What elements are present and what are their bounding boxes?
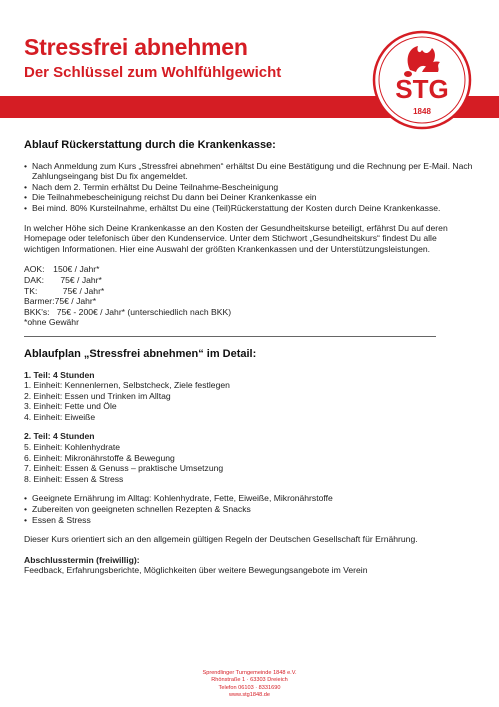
insurance-info-paragraph: In welcher Höhe sich Deine Krankenkasse an den Kosten der Gesundheitskurse beteiligt, erfährst Du auf deren Homepage oder telefonisch über den Kundenservice. Unter dem Stichwort „Gesundheitskurs“ findest Du alle wichtigen Informationen. Hier eine Auswahl der größten Krankenkassen und der Unterstützungsleistungen.	[24, 222, 448, 254]
list-item: 8. Einheit: Essen & Stress	[24, 473, 124, 484]
footer-line: Sprendlinger Turngemeinde 1848 e.V.	[202, 670, 297, 676]
list-item: • Bei mind. 80% Kursteilnahme, erhältst Du eine (Teil)Rückerstattung der Kosten durch Deine Krankenkasse.	[24, 203, 474, 214]
logo-year: 1848	[413, 107, 431, 116]
list-item: 5. Einheit: Kohlenhydrate	[24, 442, 121, 453]
logo-text: STG	[395, 74, 449, 104]
footer-address	[0, 670, 499, 700]
cost-row-barmer	[24, 296, 474, 307]
document-subtitle: Der Schlüssel zum Wohlfühlgewicht	[24, 64, 282, 81]
cost-row-bkk	[24, 307, 474, 318]
list-item: 6. Einheit: Mikronährstoffe & Bewegung	[24, 452, 175, 463]
list-item: 4. Einheit: Eiweiße	[24, 411, 96, 422]
cost-label: BKK's:	[24, 306, 50, 317]
cost-value: 75€ - 200€ / Jahr* (unterschiedlich nach BKK)	[56, 306, 232, 317]
cost-row-dak	[24, 275, 474, 286]
cost-value: 75€ / Jahr*	[54, 296, 97, 307]
cost-row-aok	[24, 264, 474, 275]
list-item: 2. Einheit: Essen und Trinken im Alltag	[24, 390, 171, 401]
disclaimer-note: *ohne Gewähr	[24, 317, 79, 328]
cost-value: 75€ / Jahr*	[60, 274, 102, 285]
list-item: 3. Einheit: Fette und Öle	[24, 401, 117, 412]
insurance-costs-list	[24, 264, 474, 328]
footer-line: Telefon 06103 · 8331690	[218, 684, 281, 691]
stg-logo	[372, 30, 472, 130]
course-topics-list	[24, 493, 474, 525]
list-item: 1. Einheit: Kennenlernen, Selbstcheck, Ziele festlegen	[24, 380, 230, 391]
course-part-title: 1. Teil: 4 Stunden	[24, 369, 95, 380]
course-part-1	[24, 370, 474, 423]
course-part-2	[24, 431, 474, 484]
list-item: • Zubereiten von geeigneten schnellen Rezepten & Snacks	[24, 504, 474, 515]
cost-label: TK:	[24, 285, 38, 296]
cost-value: 75€ / Jahr*	[62, 285, 105, 296]
final-session-heading: Abschlusstermin (freiwillig):	[24, 554, 140, 565]
footer-website-link[interactable]: www.stg1848.de	[228, 692, 271, 699]
document-body	[24, 140, 474, 576]
course-part-title: 2. Teil: 4 Stunden	[24, 431, 95, 442]
refund-steps-list	[24, 161, 474, 214]
footer-line: Rhönstraße 1 · 63303 Dreieich	[211, 677, 288, 684]
section-divider	[24, 336, 436, 337]
section-heading-refund: Ablauf Rückerstattung durch die Krankenkasse:	[24, 139, 276, 151]
cost-label: AOK:	[24, 264, 45, 275]
list-item: • Essen & Stress	[24, 515, 474, 526]
cost-label: DAK:	[24, 274, 45, 285]
cost-label: Barmer:	[24, 296, 55, 307]
list-item: 7. Einheit: Essen & Genuss – praktische Umsetzung	[24, 463, 224, 474]
list-item: • Die Teilnahmebescheinigung reichst Du dann bei Deiner Krankenkasse ein	[24, 192, 474, 203]
list-item: • Nach Anmeldung zum Kurs „Stressfrei abnehmen“ erhältst Du eine Bestätigung und die Rechnung per E-Mail. Nach Zahlungseingang bist Du fix angemeldet.	[24, 161, 474, 182]
cost-value: 150€ / Jahr*	[53, 264, 100, 275]
final-session-text: Feedback, Erfahrungsberichte, Möglichkeiten über weitere Bewegungsangebote im Verein	[24, 565, 368, 576]
cost-row-tk	[24, 286, 474, 297]
list-item: • Geeignete Ernährung im Alltag: Kohlenhydrate, Fette, Eiweiße, Mikronährstoffe	[24, 493, 474, 504]
list-item: • Nach dem 2. Termin erhältst Du Deine Teilnahme-Bescheinigung	[24, 182, 474, 193]
dge-paragraph: Dieser Kurs orientiert sich an den allgemein gültigen Regeln der Deutschen Gesellschaft für Ernährung.	[24, 534, 418, 545]
section-heading-schedule: Ablaufplan „Stressfrei abnehmen“ im Detail:	[24, 347, 257, 360]
document-title: Stressfrei abnehmen	[24, 34, 248, 60]
